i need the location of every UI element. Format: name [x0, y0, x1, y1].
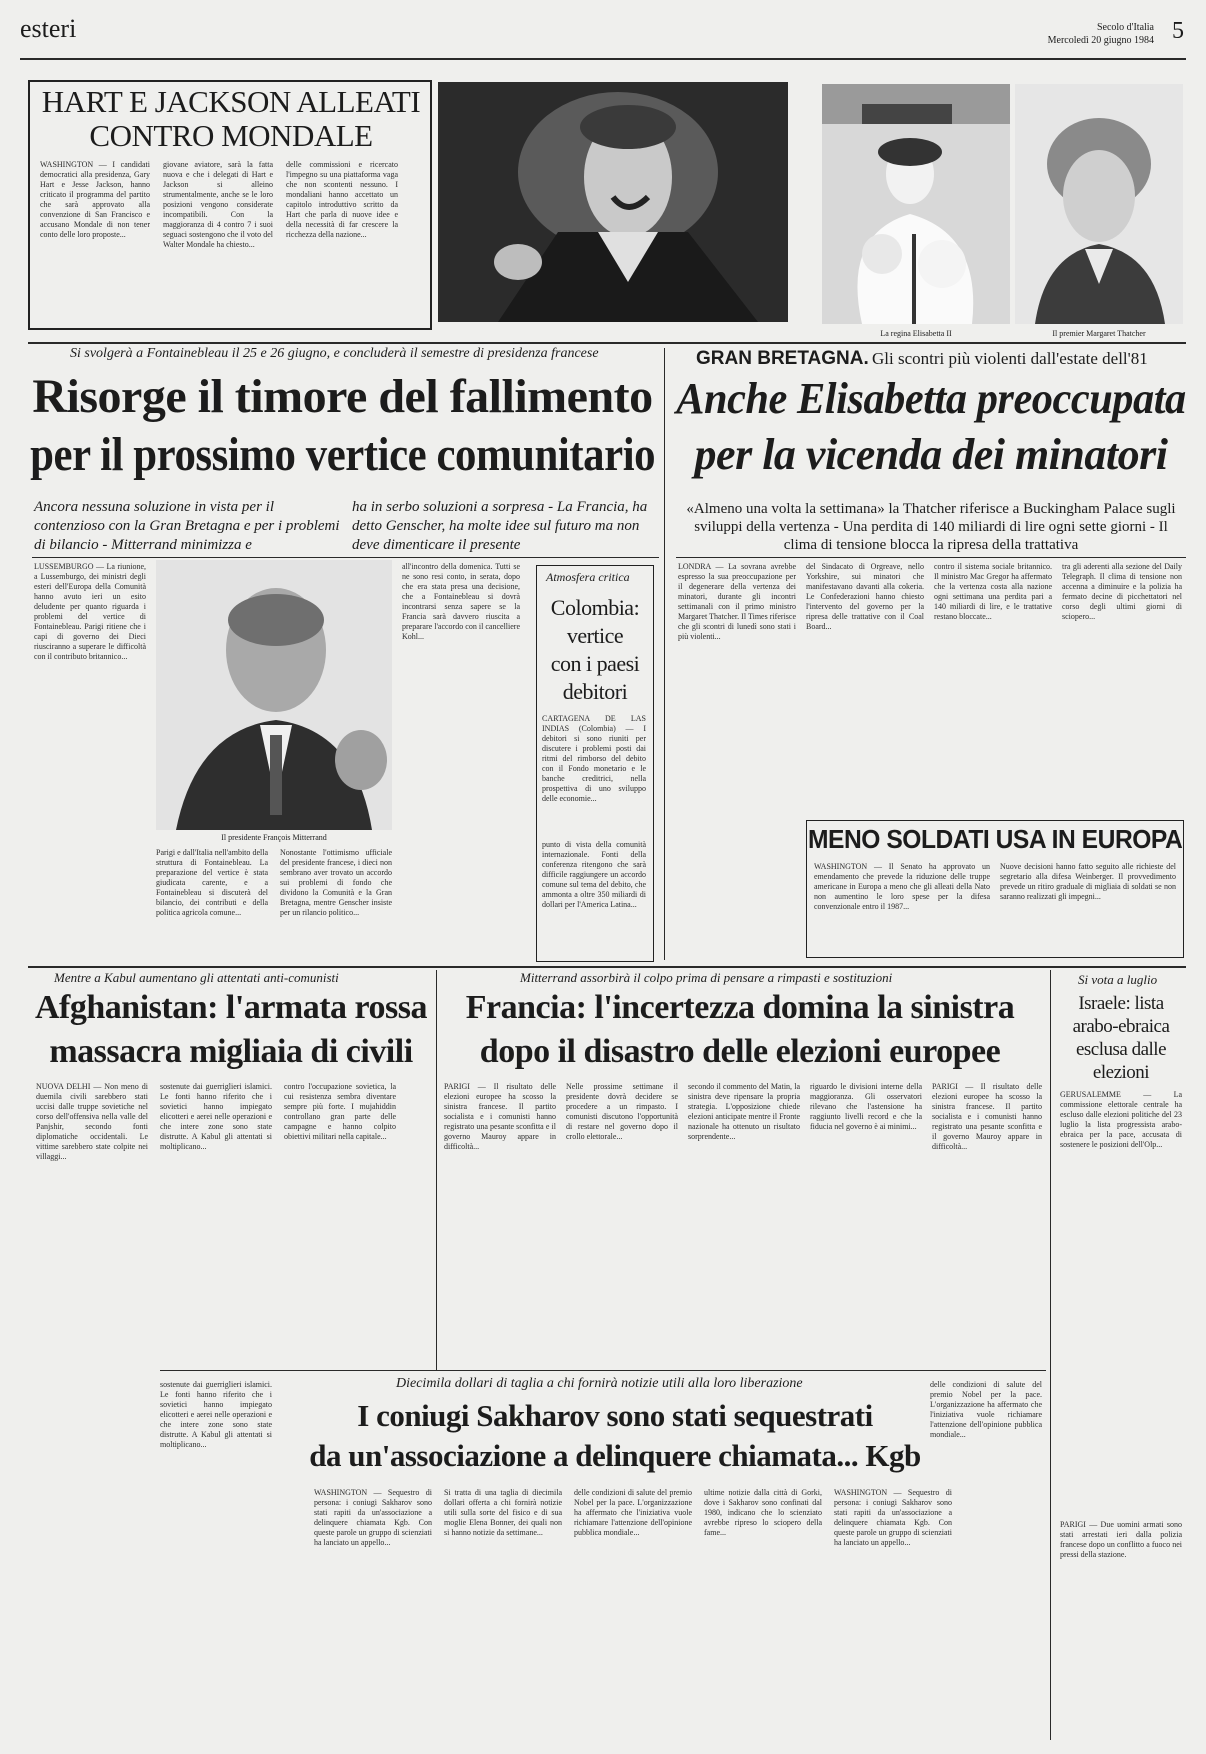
soldati-headline: MENO SOLDATI USA IN EUROPA	[808, 824, 1183, 854]
afghanistan-column-1: NUOVA DELHI — Non meno di duemila civili sarebbero stati uccisi dalle truppe sovietiche nel corso dell'offensiva nella valle del Panjshir, secondo fonti diplomatiche occidentali. Le vittime sarebbero state colpite nei villaggi...	[36, 1082, 148, 1161]
sakharov-column-2: Si tratta di una taglia di diecimila dollari offerta a chi fornirà notizie utili sulla sorte del fisico e di sua moglie Elena Bonner, dei quali non si hanno notizie da settimane...	[444, 1488, 562, 1537]
soldati-column-2: Nuove decisioni hanno fatto seguito alle richieste del segretario alla difesa Weinberger. Il provvedimento prevede un ritiro graduale di migliaia di soldati se non saranno realizzati gli impegni...	[1000, 862, 1176, 901]
sakharov-headline-1: I coniugi Sakharov sono stati sequestrati	[357, 1398, 873, 1433]
francia-headline-2: dopo il disastro delle elezioni europee	[479, 1033, 1001, 1070]
vertice-deck-right: ha in serbo soluzioni a sorpresa - La Francia, ha detto Genscher, ha molte idee sul futuro ma non deve dimenticare il presente	[352, 499, 648, 553]
vertice-column-3: Parigi e dall'Italia nell'ambito della struttura di Fontainebleau. La preparazione del vertice è stata giudicata carente, e a Fontainebleau si discuterà del bilancio, dei contributi e della politica agricola comune...	[156, 848, 268, 917]
minatori-kicker: Gli scontri più violenti dall'estate dell'81	[872, 349, 1148, 368]
rule-vertical-afghanistan	[436, 970, 437, 1370]
afghanistan-column-2b: sostenute dai guerriglieri islamici. Le fonti hanno riferito che i sovietici hanno impiegato elicotteri e aerei nelle operazioni e che intere zone sono state distrutte. A Kabul gli attentati si moltiplicano...	[160, 1380, 272, 1449]
afghanistan-headline-1: Afghanistan: l'armata rossa	[35, 989, 427, 1026]
minatori-column-4: tra gli aderenti alla sezione del Daily Telegraph. Il clima di tensione non accenna a diminuire e la polizia ha fermato decine di picchettatori nel corso degli ultimi giorni di sciopero...	[1062, 562, 1182, 621]
mitterrand-caption: Il presidente François Mitterrand	[221, 833, 327, 842]
hart-column-1: WASHINGTON — I candidati democratici alla presidenza, Gary Hart e Jesse Jackson, hanno criticato il programma del partito che sarà approvato alla convenzione di San Francisco e accusano Mondale di non tener conto delle loro proposte...	[40, 160, 150, 239]
minatori-column-3: contro il sistema sociale britannico. Il ministro Mac Gregor ha affermato che la vertenza costa alla nazione ogni settimana una perdita pari a 140 miliardi di lire, e le trattative restano bloccate...	[934, 562, 1052, 621]
reagan-photo	[438, 82, 788, 322]
afghanistan-column-2: sostenute dai guerriglieri islamici. Le fonti hanno riferito che i sovietici hanno impiegato elicotteri e aerei nelle operazioni e che intere zone sono state distrutte. A Kabul gli attentati si moltiplicano...	[160, 1082, 272, 1151]
queen-caption: La regina Elisabetta II	[880, 329, 952, 338]
rule-vertice-deck	[32, 557, 659, 558]
israele-column: GERUSALEMME — La commissione elettorale centrale ha escluso dalle elezioni politiche del 23 luglio la lista progressista arabo-ebraica per la pace, accusata di sostenere le posizioni dell'Olp...	[1060, 1090, 1182, 1149]
hart-headline-1: HART E JACKSON ALLEATI	[41, 84, 421, 119]
vertice-headline-1: Risorge il timore del fallimento	[32, 370, 653, 423]
gran-bretagna-label: GRAN BRETAGNA.	[696, 348, 869, 369]
sakharov-column-1: WASHINGTON — Sequestro di persona: i coniugi Sakharov sono stati rapiti da un'associazione a delinquere chiamata Kgb. Con queste parole un gruppo di scienziati ha lanciato un appello...	[314, 1488, 432, 1547]
francia-column-4: riguardo le divisioni interne della maggioranza. Gli osservatori rilevano che l'astensione ha raggiunto livelli record e che la fiducia nel governo è ai minimi...	[810, 1082, 922, 1131]
hart-headline-2: CONTRO MONDALE	[89, 118, 373, 153]
issue-date: Mercoledì 20 giugno 1984	[1047, 35, 1154, 46]
colombia-kicker: Atmosfera critica	[546, 570, 630, 584]
israele-kicker: Si vota a luglio	[1078, 972, 1158, 987]
rule-sakharov-top	[160, 1370, 1046, 1371]
francia-column-2: Nelle prossime settimane il presidente dovrà decidere se procedere a un rimpasto. I comunisti discutono l'opportunità di restare nel governo dopo il crollo elettorale...	[566, 1082, 678, 1141]
parigi-brief: PARIGI — Due uomini armati sono stati arrestati ieri dalla polizia francese dopo un conflitto a fuoco nei pressi della stazione.	[1060, 1520, 1182, 1559]
vertice-column-4: Nonostante l'ottimismo ufficiale del presidente francese, i dieci non sembrano aver trovato un accordo sui problemi di fondo che dividono la Comunità e la Gran Bretagna, mentre Genscher insiste per un rilancio politico...	[280, 848, 392, 917]
colombia-column-2: punto di vista della comunità internazionale. Fonti della conferenza ritengono che sarà difficile raggiungere un accordo comune sul tema del debito, che ammonta a oltre 350 miliardi di dollari per l'America Latina...	[542, 840, 646, 909]
mitterrand-photo	[156, 560, 392, 830]
rule-mid-page	[28, 966, 1186, 968]
page-number: 5	[1172, 18, 1184, 44]
sakharov-column-6: delle condizioni di salute del premio Nobel per la pace. L'organizzazione ha affermato che l'iniziativa vuole richiamare l'attenzione dell'opinione pubblica mondiale...	[930, 1380, 1042, 1439]
vertice-deck-left: Ancora nessuna soluzione in vista per il contenzioso con la Gran Bretagna e per i problemi di bilancio - Mitterrand minimizza e	[34, 499, 340, 553]
colombia-headline-3: con i paesi	[550, 651, 640, 676]
rule-top-photos	[28, 342, 1186, 344]
sakharov-kicker: Diecimila dollari di taglia a chi fornirà notizie utili alla loro liberazione	[396, 1376, 803, 1391]
francia-headline-1: Francia: l'incertezza domina la sinistra	[465, 989, 1015, 1026]
francia-column-1: PARIGI — Il risultato delle elezioni europee ha scosso la sinistra francese. Il partito socialista e i comunisti hanno registrato una pesante sconfitta e il governo Mauroy appare in difficoltà...	[444, 1082, 556, 1151]
minatori-headline-2: per la vicenda dei minatori	[694, 430, 1168, 479]
vertice-column-1: LUSSEMBURGO — La riunione, a Lussemburgo, dei ministri degli esteri dell'Europa della Comunità hanno avuto ieri un esito deludente per quanto riguarda i problemi del vertice di Fontainebleau. Parigi ritiene che i capi di governo dei Dieci riusciranno a superare le difficoltà con il contributo britannico...	[34, 562, 146, 661]
sakharov-column-5: WASHINGTON — Sequestro di persona: i coniugi Sakharov sono stati rapiti da un'associazione a delinquere chiamata Kgb. Con queste parole un gruppo di scienziati ha lanciato un appello...	[834, 1488, 952, 1547]
colombia-headline-4: debitori	[562, 679, 628, 704]
rule-minatori-deck	[676, 557, 1186, 558]
vertice-kicker: Si svolgerà a Fontainebleau il 25 e 26 giugno, e concluderà il semestre di presidenza francese	[70, 346, 599, 361]
afghanistan-column-3: contro l'occupazione sovietica, la cui resistenza sembra diventare sempre più forte. I mujahiddin controllano gran parte delle campagne e hanno colpito obiettivi militari nella capitale...	[284, 1082, 396, 1141]
queen-photo	[822, 84, 1010, 324]
hart-column-2: giovane aviatore, sarà la fatta nuova e che i delegati di Hart e Jackson si alleino strumentalmente, anche se le loro posizioni vengono considerate incompatibili. Con la maggioranza di 4 contro 7 i suoi seguaci sostengono che il voto del Walter Mondale ha chiesto...	[163, 160, 273, 249]
sakharov-column-4: ultime notizie dalla città di Gorki, dove i Sakharov sono confinati dal 1980, indicano che lo scienziato avrebbe ripreso lo sciopero della fame...	[704, 1488, 822, 1537]
hart-column-3: delle commissioni e ricercato l'impegno su una piattaforma vaga che non scontenti nessuno. I mondaliani hanno accettato un capitolo introduttivo scritto da Hart che parla di nuove idee e della necessità di far crescere la ricchezza della nazione...	[286, 160, 398, 239]
vertice-headline-2: per il prossimo vertice comunitario	[30, 428, 656, 481]
rule-vertical-center	[664, 348, 665, 960]
colombia-headline-1: Colombia:	[550, 595, 640, 620]
rule-vertical-right	[1050, 970, 1051, 1740]
colombia-headline-2: vertice	[566, 623, 624, 648]
sakharov-headline-2: da un'associazione a delinquere chiamata... Kgb	[309, 1438, 921, 1473]
paper-name: Secolo d'Italia	[1096, 22, 1154, 33]
colombia-column-1: CARTAGENA DE LAS INDIAS (Colombia) — I debitori si sono riuniti per discutere i problemi posti dai ritmi del rimborso del debito con il Fondo monetario e le banche creditrici, nella prospettiva di uno sviluppo delle economie...	[542, 714, 646, 803]
vertice-column-2: all'incontro della domenica. Tutti se ne sono resi conto, in serata, dopo che era stata presa una decisione, che a Fontainebleau si dovrà incontrarsi senza sapere se la Francia sarà davvero riuscita a preparare l'accordo con il cancelliere Kohl...	[402, 562, 520, 641]
minatori-column-1: LONDRA — La sovrana avrebbe espresso la sua preoccupazione per il degenerare della vertenza dei minatori, durante gli incontri settimanali con il primo ministro Margaret Thatcher. Il Times riferisce che gli scontri di lunedì sono stati i più violenti...	[678, 562, 796, 641]
afghanistan-kicker: Mentre a Kabul aumentano gli attentati anti-comunisti	[54, 970, 339, 985]
soldati-column-1: WASHINGTON — Il Senato ha approvato un emendamento che prevede la riduzione delle truppe americane in Europa a meno che gli alleati della Nato non aumentino le loro spese per la difesa convenzionale entro il 1987...	[814, 862, 990, 911]
minatori-column-2: del Sindacato di Orgreave, nello Yorkshire, sui minatori che manifestavano davanti alla cokeria. Le Confederazioni hanno chiesto l'intervento del governo per la ripresa delle trattative con il Coal Board...	[806, 562, 924, 631]
francia-column-5: PARIGI — Il risultato delle elezioni europee ha scosso la sinistra francese. Il partito socialista e i comunisti hanno registrato una pesante sconfitta e il governo Mauroy appare in difficoltà...	[932, 1082, 1042, 1151]
israele-headline: Israele: lista arabo-ebraica esclusa dalle elezioni	[1072, 993, 1170, 1083]
sakharov-column-3: delle condizioni di salute del premio Nobel per la pace. L'organizzazione ha affermato che l'iniziativa vuole richiamare l'attenzione dell'opinione pubblica mondiale...	[574, 1488, 692, 1537]
section-title: esteri	[20, 14, 77, 43]
thatcher-photo	[1015, 84, 1183, 324]
francia-kicker: Mitterrand assorbirà il colpo prima di pensare a rimpasti e sostituzioni	[520, 970, 893, 985]
thatcher-caption: Il premier Margaret Thatcher	[1052, 329, 1146, 338]
minatori-headline-1: Anche Elisabetta preoccupata	[676, 374, 1186, 423]
masthead-rule	[20, 58, 1186, 60]
minatori-deck: «Almeno una volta la settimana» la Thatcher riferisce a Buckingham Palace sugli sviluppi della vertenza - Una perdita di 140 miliardi di lire ogni sette giorni - Il clima di tensione blocca la ripresa della trattativa	[686, 501, 1176, 553]
francia-column-3: secondo il commento del Matin, la sinistra deve ripensare la propria strategia. L'opposizione chiede elezioni anticipate mentre il Fronte nazionale ha ottenuto un risultato sorprendente...	[688, 1082, 800, 1141]
afghanistan-headline-2: massacra migliaia di civili	[49, 1033, 413, 1070]
